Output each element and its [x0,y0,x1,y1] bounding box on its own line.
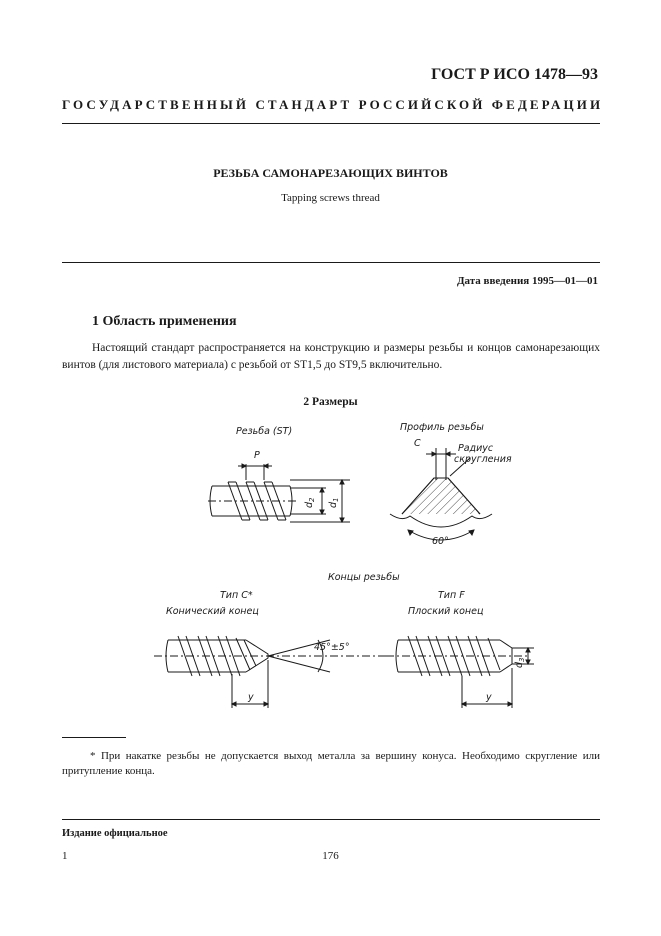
flat-end-drawing [386,636,534,708]
d1-label: $d_1$ [328,497,340,508]
d2-label: $d_2$ [304,497,316,508]
title-rule [62,262,600,263]
document-title: РЕЗЬБА САМОНАРЕЗАЮЩИХ ВИНТОВ [213,166,448,180]
page-number: 176 [322,850,339,862]
pitch-label: P [254,450,260,461]
thread-figure [150,418,570,718]
standard-code: ГОСТ Р ИСО 1478—93 [431,66,598,83]
footnote-rule [62,737,126,738]
header-rule [62,123,600,124]
introduction-date: Дата введения 1995—01—01 [456,275,598,287]
y-left-label: y [248,692,254,703]
footer-rule [62,819,600,820]
left-number: 1 [62,850,68,862]
footnote [62,749,600,779]
conical-end-label: Конический конец [166,606,259,617]
state-standard-banner: ГОСУДАРСТВЕННЫЙ СТАНДАРТ РОССИЙСКОЙ ФЕДЕРАЦИИ [62,97,604,112]
radius-label-line1: Радиус [458,443,494,454]
edition-label: Издание официальное [62,828,168,839]
angle-label: 60° [432,536,449,547]
section-2-heading: 2 Размеры [303,396,358,408]
type-c-label: Тип С* [220,590,253,601]
document-subtitle: Tapping screws thread [281,192,380,204]
section-1-text: Настоящий стандарт распространяется на конструкцию и размеры резьбы и концов самонарезающих винтов (для листового материала) с резьбой от ST1,5 до ST9,5 включительно. [62,342,600,371]
type-f-label: Тип F [438,590,465,601]
y-right-label: y [486,692,492,703]
d3-label: $d_3$ [514,657,526,668]
section-1-paragraph [62,340,600,374]
flat-end-label: Плоский конец [408,606,484,617]
thread-screw-drawing [208,464,350,522]
c-label: C [414,438,421,449]
radius-label-line2: скругления [454,454,512,465]
conical-end-drawing [154,636,390,708]
cone-angle-label: 45°±5° [314,642,350,653]
profile-label: Профиль резьбы [400,422,484,433]
footnote-text: * При накатке резьбы не допускается выход металла за вершину конуса. Необходимо скругление или притупление конца. [62,750,600,777]
thread-label: Резьба (ST) [236,426,293,437]
section-1-heading: 1 Область применения [92,314,237,329]
ends-label: Концы резьбы [328,572,400,583]
